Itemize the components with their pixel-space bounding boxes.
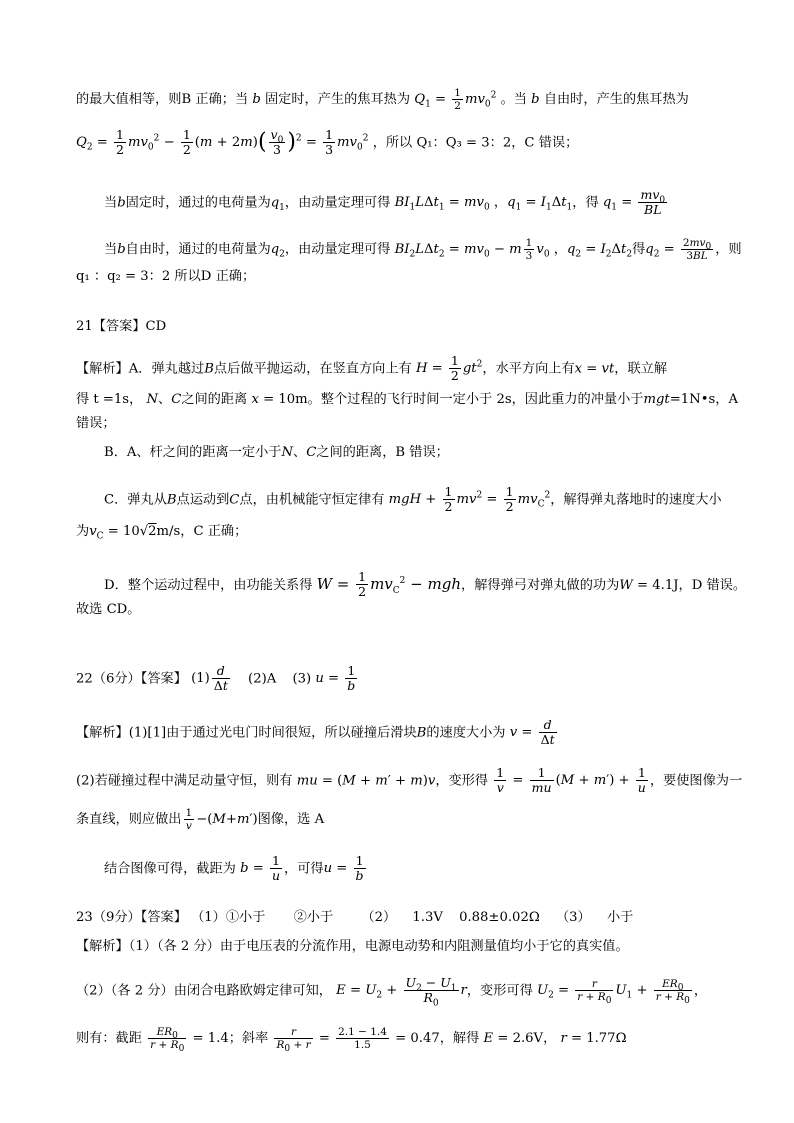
text: C．弹丸从 bbox=[104, 492, 167, 508]
text: ， bbox=[543, 1031, 557, 1047]
formula-impulse-2: $BI_2L\Delta t_2 = mv_0 - m$ $\frac{1}{3}$ $v_0$ ，$q_2 = I_2\Delta t_2$ bbox=[394, 237, 633, 263]
formula-reciprocal: $\frac{1}{v}$ = $\frac{1}{mu}$ (M + m′) + $\frac{1}{u}$ bbox=[496, 765, 646, 796]
text: 点，由机械能守恒定律有 bbox=[239, 492, 385, 508]
text: 图像，选 A bbox=[257, 812, 325, 828]
line-12 bbox=[76, 524, 248, 542]
formula-q2: $Q_2$ = $\frac{1}{2}$ $mv_0^2$ − $\frac{1}{2}$ (m + 2m)( $\frac{v_0}{3}$ )$^2$ = $\frac{1}{3}$ $mv_0^2$ bbox=[76, 127, 369, 158]
answer-22-1: (1) $\frac{d}{\Delta t}$ bbox=[191, 663, 228, 694]
text: ，解得弹弓对弹丸做的功为 bbox=[461, 577, 620, 593]
text: 之间的距离 bbox=[181, 392, 248, 407]
text: ，变形得 bbox=[435, 773, 489, 789]
text: (2)若碰撞过程中满足动量守恒，则有 bbox=[76, 773, 293, 789]
text: （1）①小于 bbox=[191, 910, 266, 925]
formula-impulse-1: $BI_1L\Delta t_1 = mv_0$ ，$q_1 = I_1\Delta t_1$ bbox=[394, 195, 573, 214]
text: （3） bbox=[555, 910, 591, 925]
line-18 bbox=[76, 807, 324, 832]
line-10: B．A、杆之间的距离一定小于N、C之间的距离，B 错误； bbox=[104, 445, 449, 460]
formula-distance: x = 10m bbox=[251, 392, 308, 407]
line-8: 得 t =1s， N、C之间的距离 x = 10m。整个过程的飞行时间一定小于 2s，因此重力的冲量小于mgt=1N•s，A bbox=[76, 392, 738, 407]
text: 当 bbox=[104, 242, 118, 258]
formula-energy: mgH + $\frac{1}{2}$ $mv^2$ = $\frac{1}{2}$ $mv_C^2$ bbox=[388, 484, 551, 515]
answer-23 bbox=[76, 911, 633, 924]
line-21 bbox=[76, 940, 629, 953]
formula-work: W = $\frac{1}{2}$ $mv_C^2$ − mgh bbox=[316, 569, 462, 600]
formula-graph: $\frac{1}{v}$ −(M+m′) bbox=[185, 807, 258, 833]
formula-v: v = $\frac{d}{\Delta t}$ bbox=[509, 717, 555, 748]
text: 点运动到 bbox=[176, 492, 230, 508]
text: ，水平方向上有 bbox=[482, 361, 575, 377]
text: (3) bbox=[292, 671, 312, 687]
line-7: 【解析】A．弹丸越过B点后做平抛运动，在竖直方向上有 H = $\frac{1}{2}$ $gt^2$，水平方向上有x = vt，联立解 bbox=[76, 353, 668, 384]
answer-21 bbox=[76, 320, 166, 333]
text: ，可得 bbox=[284, 861, 324, 877]
text: 的速度大小为 bbox=[426, 725, 506, 741]
text: 自由时，通过的电荷量为 bbox=[125, 242, 271, 258]
text: 得 t =1s， bbox=[76, 392, 143, 407]
formula-results: E = 2.6V bbox=[483, 1031, 544, 1047]
text: 的最大值相等，则B 正确；当 bbox=[76, 92, 249, 108]
text: 。整个过程的飞行时间一定小于 2s，因此重力的冲量小于 bbox=[307, 392, 644, 407]
text: 【解析】（1）（各 2 分）由于电压表的分流作用，电源电动势和内阻测量值均小于它的真实值。 bbox=[76, 939, 629, 954]
formula-r: r = 1.77Ω bbox=[560, 1031, 627, 1047]
text: 错误； bbox=[76, 416, 116, 431]
formula-u: u = $\frac{1}{b}$ bbox=[323, 853, 364, 884]
text: ，D 错误。 bbox=[678, 577, 747, 593]
text: ，A bbox=[715, 392, 738, 407]
text: 1.3V bbox=[412, 910, 443, 925]
text: 为 bbox=[76, 524, 90, 539]
line-13 bbox=[104, 570, 746, 600]
text: ，解得 bbox=[439, 1031, 480, 1047]
text: 0.88±0.02Ω bbox=[459, 910, 540, 925]
text: 自由时，产生的焦耳热为 bbox=[543, 92, 689, 108]
text: ；斜率 bbox=[228, 1031, 269, 1047]
formula-impulse-gravity: mgt=1N•s bbox=[643, 392, 716, 407]
line-3: 当b固定时，通过的电荷量为$q_1$，由动量定理可得 $BI_1L\Delta t_1 = mv_0$ ，$q_1 = I_1\Delta t_1$，得 $q_1$ = $\frac{mv_0}{BL}$ bbox=[104, 188, 669, 218]
answer-22-2: (2)A bbox=[248, 671, 277, 687]
text: B．A、杆之间的距离一定小于 bbox=[104, 445, 282, 460]
text: 固定时，产生的焦耳热为 bbox=[265, 92, 411, 108]
line-5 bbox=[76, 270, 255, 283]
text: 当 bbox=[104, 195, 118, 211]
text: 条直线，则应做出 bbox=[76, 812, 182, 828]
text: ，C 正确； bbox=[180, 524, 248, 539]
formula-q2-charge: $q_2$ = $\frac{2mv_0}{3BL}$ bbox=[645, 237, 712, 263]
text: ，则 bbox=[715, 242, 742, 258]
formula-u2: $U_2$ = $\frac{r}{r + R_0}$ $U_1$ + $\frac{ER_0}{r + R_0}$ bbox=[536, 978, 690, 1007]
text: 小于 bbox=[606, 910, 634, 925]
formula-horizontal: x = vt bbox=[574, 361, 615, 377]
text: ，联立解 bbox=[614, 361, 668, 377]
text: ②小于 bbox=[293, 910, 334, 925]
text: ，所以 Q₁：Q₃ = 3：2，C 错误； bbox=[372, 135, 579, 151]
formula-q1-charge: $q_1$ = $\frac{mv_0}{BL}$ bbox=[602, 187, 666, 218]
text: ，解得弹丸落地时的速度大小 bbox=[550, 492, 722, 508]
line-11: C．弹丸从B点运动到C点，由机械能守恒定律有 mgH + $\frac{1}{2}$ $mv^2$ = $\frac{1}{2}$ $mv_C^2$，解得弹丸落地时的速度大小 bbox=[104, 484, 722, 515]
text: 21【答案】CD bbox=[76, 319, 167, 334]
text: 【解析】(1)[1]由于通过光电门时间很短，所以碰撞后滑块 bbox=[76, 725, 417, 741]
formula-intercept-value: $\frac{ER_0}{r + R_0}$ = 1.4 bbox=[150, 1026, 229, 1055]
text: 23（9分）【答案】 bbox=[76, 910, 187, 925]
text: ，变形可得 bbox=[466, 983, 533, 999]
text: ，由动量定理可得 bbox=[284, 195, 391, 211]
formula-vc: $v_C = 10√2m/s$ bbox=[89, 524, 181, 542]
line-19 bbox=[104, 854, 368, 884]
text: ，由动量定理可得 bbox=[284, 242, 391, 258]
line-17 bbox=[76, 766, 742, 796]
text: 则有：截距 bbox=[76, 1031, 142, 1047]
text: 固定时，通过的电荷量为 bbox=[125, 195, 271, 211]
text: 之间的距离，B 错误； bbox=[316, 445, 449, 460]
line-14 bbox=[76, 603, 140, 616]
text: 【解析】A．弹丸越过 bbox=[76, 361, 205, 377]
text: ，要使图像为一 bbox=[649, 773, 743, 789]
formula-vertical: H = $\frac{1}{2}$ $gt^2$ bbox=[415, 353, 483, 384]
line-1: 的最大值相等，则B 正确；当 b 固定时，产生的焦耳热为 $Q_1$ = $\frac{1}{2}$ $mv_0^2$ 。当 b 自由时，产生的焦耳热为 bbox=[76, 87, 689, 113]
formula-intercept: b = $\frac{1}{u}$ bbox=[240, 853, 281, 884]
line-2 bbox=[76, 128, 578, 158]
text: （2） bbox=[361, 910, 397, 925]
formula-w-value: W = 4.1J bbox=[619, 577, 679, 593]
line-23 bbox=[76, 1026, 627, 1055]
text: q₁ ：q₂ = 3：2 所以D 正确； bbox=[76, 269, 256, 284]
text: 得 bbox=[632, 242, 646, 258]
formula-momentum: mu = (M + m′ + m)v bbox=[296, 773, 436, 789]
line-4: 当b自由时，通过的电荷量为$q_2$，由动量定理可得 $BI_2L\Delta t_2 = mv_0 - m$ $\frac{1}{3}$ $v_0$ ，$q_2 = I_2\Delta t_2$得$q_2$ = $\frac{2mv_0}{3BL}$ ，则 bbox=[104, 237, 742, 263]
text: （2）（各 2 分）由闭合电路欧姆定律可知， bbox=[76, 983, 332, 999]
text: 故选 CD。 bbox=[76, 602, 141, 617]
formula-ohm: $E = U_2$ + $\frac{U_2 - U_1}{R_0}$ r bbox=[336, 975, 467, 1009]
formula-slope: $\frac{r}{R_0 + r}$ = $\frac{2.1 - 1.4}{1.5}$ = 0.47 bbox=[276, 1026, 440, 1055]
line-16: 【解析】(1)[1]由于通过光电门时间很短，所以碰撞后滑块B的速度大小为 v = $\frac{d}{\Delta t}$ bbox=[76, 718, 559, 748]
text: 22（6分）【答案】 bbox=[76, 671, 187, 687]
text: 。当 bbox=[500, 92, 527, 108]
text: 点后做平抛运动，在竖直方向上有 bbox=[213, 361, 412, 377]
text: ，得 bbox=[572, 195, 599, 211]
line-22: （2）（各 2 分）由闭合电路欧姆定律可知， $E = U_2$ + $\frac{U_2 - U_1}{R_0}$ r，变形可得 $U_2$ = $\frac{r}{r + R_0}$ $U_1$ + $\frac{ER_0}{r + R_0}$ ， bbox=[76, 975, 708, 1009]
formula-q1: $Q_1$ = $\frac{1}{2}$ $mv_0^2$ bbox=[414, 87, 497, 113]
answer-22-3: u = $\frac{1}{b}$ bbox=[315, 663, 356, 694]
line-9 bbox=[76, 417, 116, 430]
answer-22 bbox=[76, 664, 359, 694]
text: 结合图像可得，截距为 bbox=[104, 861, 236, 877]
text: D．整个运动过程中，由功能关系得 bbox=[104, 577, 313, 593]
